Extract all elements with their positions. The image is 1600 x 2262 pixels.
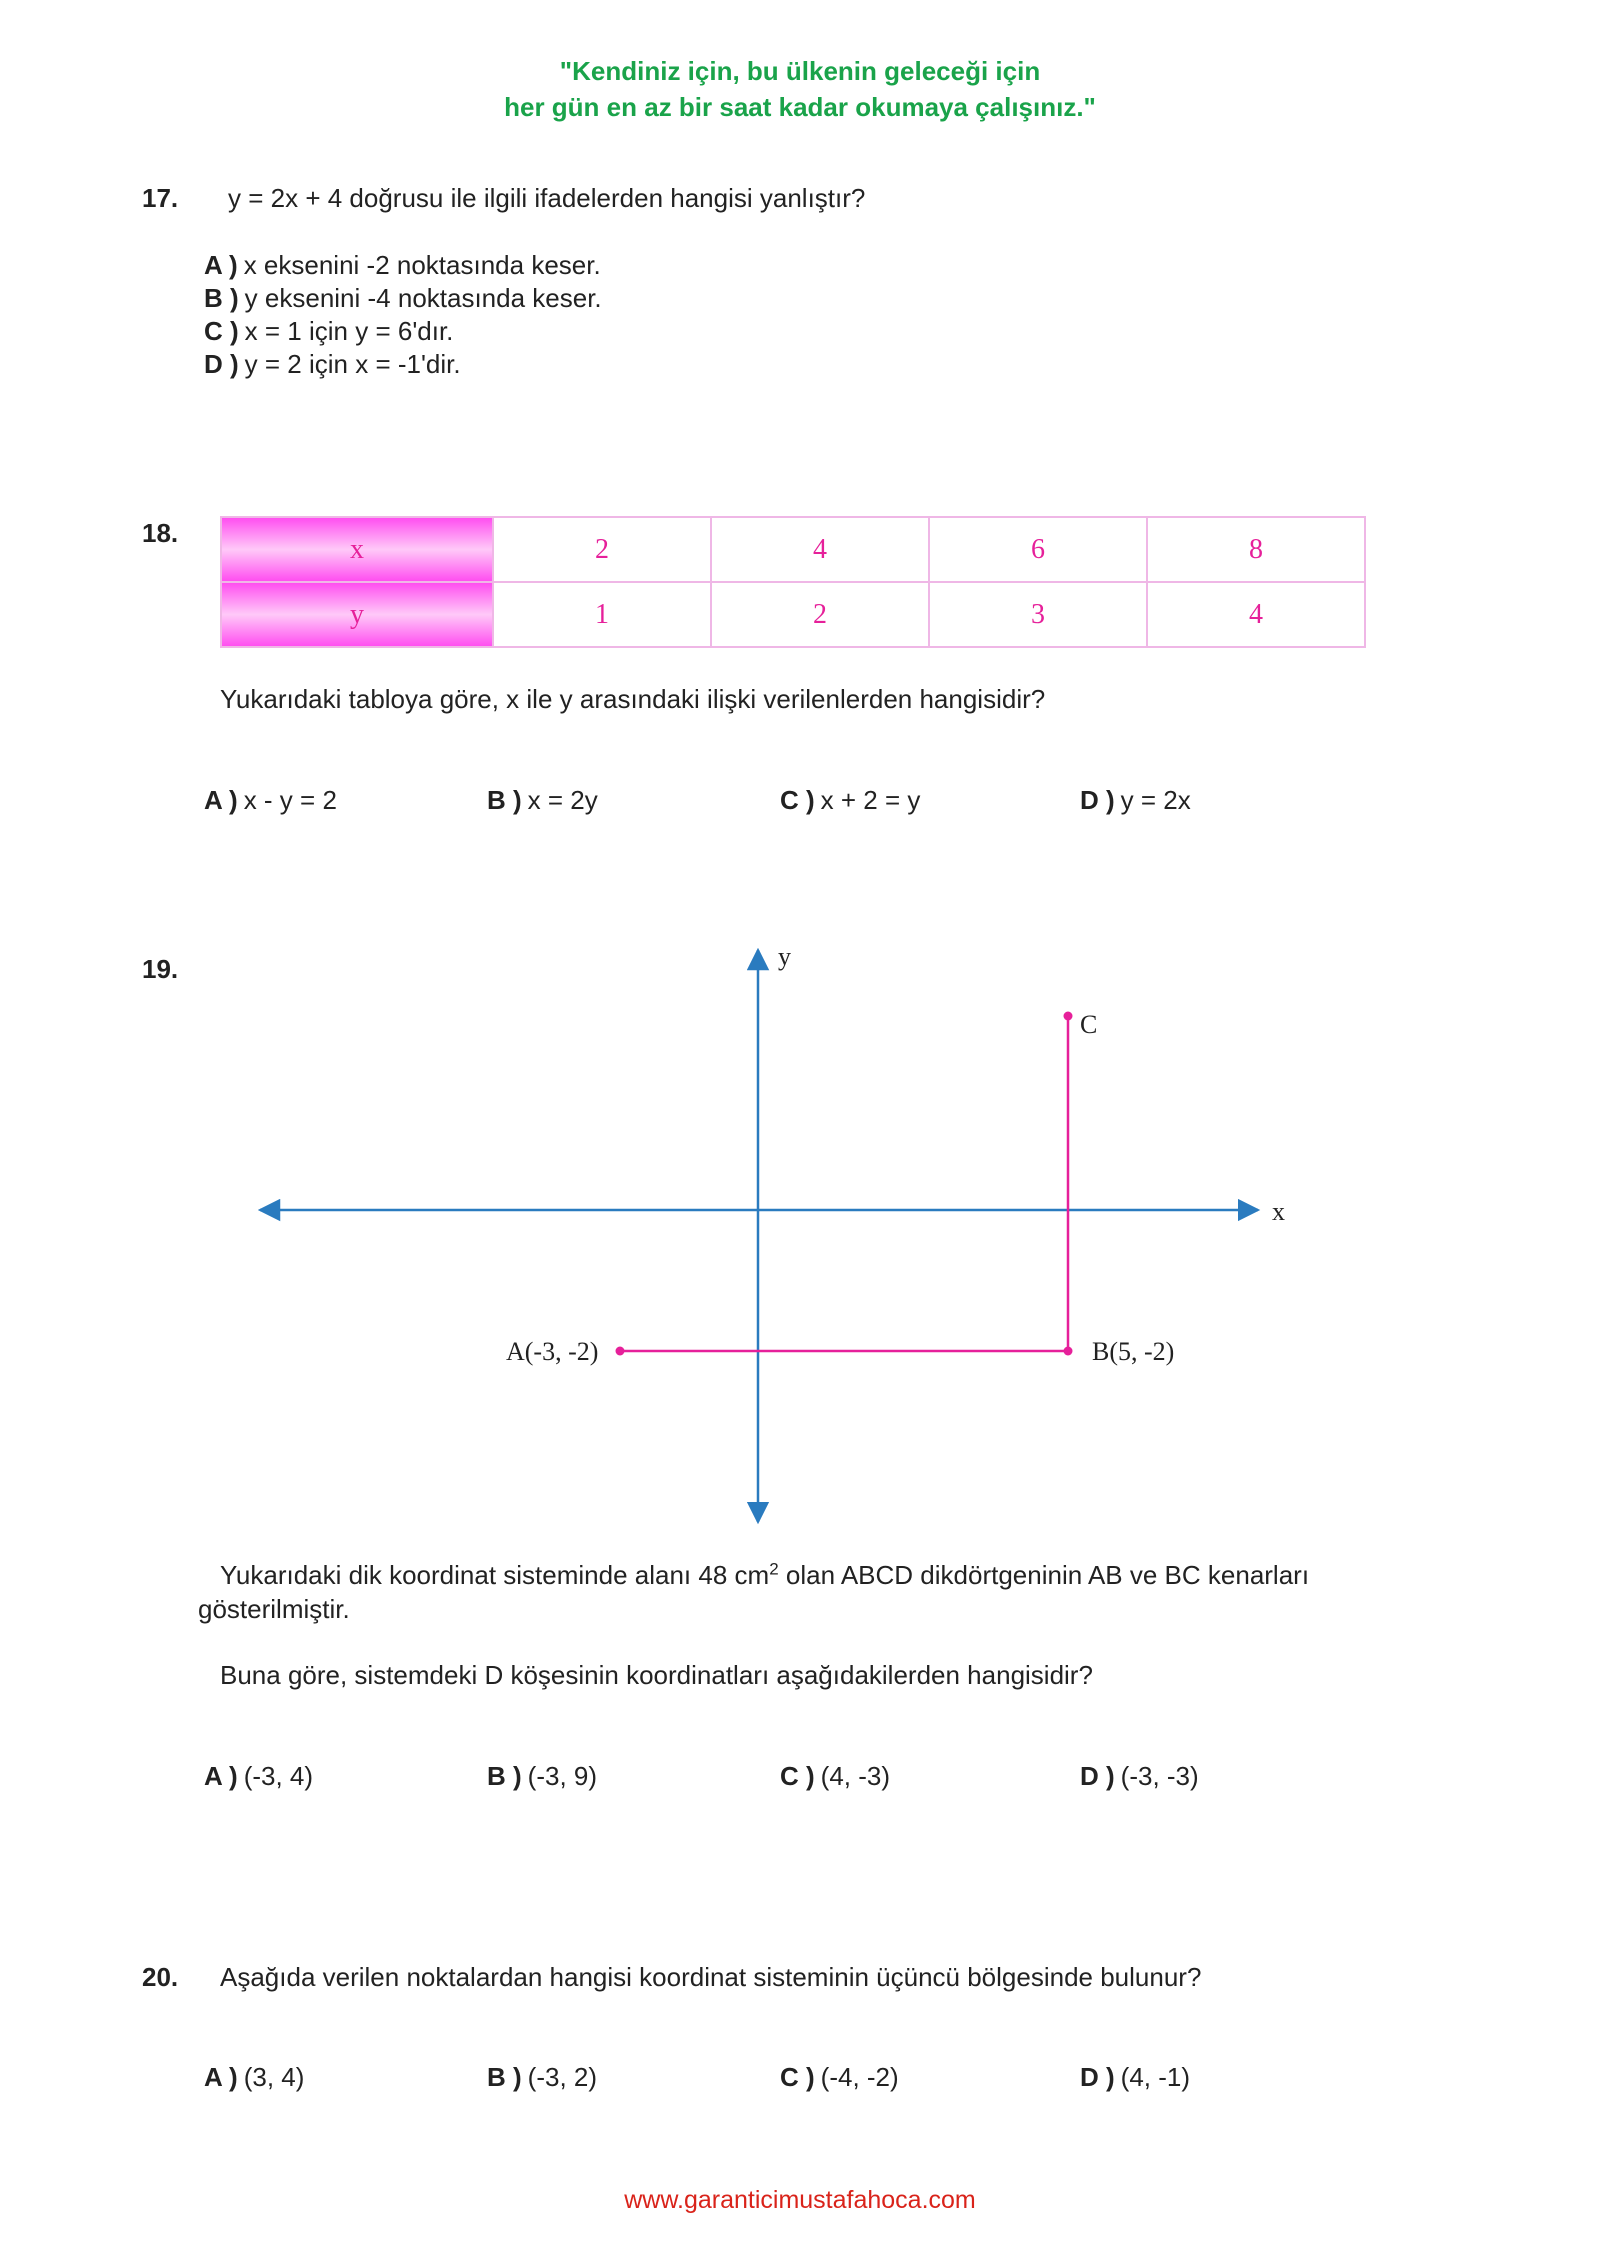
option-letter: B )	[487, 785, 522, 815]
table-cell: 8	[1147, 517, 1365, 582]
table-header-x: x	[221, 517, 493, 582]
option-text: y eksenini -4 noktasında keser.	[244, 283, 602, 313]
point-a-label: A(-3, -2)	[506, 1337, 599, 1366]
question-18-number: 18.	[142, 518, 179, 548]
text-segment: olan ABCD dikdörtgeninin AB ve BC kenarları	[778, 1560, 1310, 1590]
option-text: y = 2 için x = -1'dir.	[244, 349, 461, 379]
question-19-question: Buna göre, sistemdeki D köşesinin koordinatları aşağıdakilerden hangisidir?	[220, 1660, 1093, 1690]
question-17-number: 17.	[142, 183, 179, 213]
question-19-text-line1	[220, 1560, 1309, 1591]
option-text: (-4, -2)	[820, 2062, 899, 2092]
option-letter: B )	[204, 283, 239, 313]
point-b-label: B(5, -2)	[1092, 1337, 1175, 1366]
q20-option-b	[487, 2062, 597, 2093]
option-text: (4, -1)	[1120, 2062, 1191, 2092]
table-cell: 2	[711, 582, 929, 647]
table-cell: 3	[929, 582, 1147, 647]
option-letter: B )	[487, 1761, 522, 1791]
table-cell: 2	[493, 517, 711, 582]
table-cell: 4	[1147, 582, 1365, 647]
question-17-text: y = 2x + 4 doğrusu ile ilgili ifadelerden hangisi yanlıştır?	[228, 183, 866, 213]
q20-option-d	[1080, 2062, 1190, 2093]
option-letter: A )	[204, 1761, 238, 1791]
option-letter: C )	[780, 2062, 815, 2092]
option-text: (-3, -3)	[1120, 1761, 1199, 1791]
option-text: (-3, 2)	[527, 2062, 598, 2092]
motto-line-1: "Kendiniz için, bu ülkenin geleceği için	[559, 56, 1041, 86]
q20-option-c	[780, 2062, 899, 2093]
option-text: x eksenini -2 noktasında keser.	[243, 250, 601, 280]
y-axis-label: y	[778, 942, 791, 971]
table-header-y: y	[221, 582, 493, 647]
superscript: 2	[769, 1559, 779, 1579]
option-letter: A )	[204, 2062, 238, 2092]
option-letter: D )	[1080, 2062, 1115, 2092]
point-b	[1064, 1347, 1073, 1356]
option-text: y = 2x	[1120, 785, 1191, 815]
point-c	[1064, 1012, 1073, 1021]
table-cell: 1	[493, 582, 711, 647]
option-letter: C )	[780, 785, 815, 815]
x-axis-label: x	[1272, 1197, 1285, 1226]
option-text: x + 2 = y	[820, 785, 921, 815]
question-20-text: Aşağıda verilen noktalardan hangisi koordinat sisteminin üçüncü bölgesinde bulunur?	[220, 1962, 1202, 1992]
q19-option-b	[487, 1761, 597, 1792]
option-letter: A )	[204, 250, 238, 280]
option-text: x = 1 için y = 6'dır.	[244, 316, 454, 346]
option-text: x = 2y	[527, 785, 598, 815]
option-letter: D )	[204, 349, 239, 379]
point-a	[616, 1347, 625, 1356]
point-c-label: C	[1080, 1010, 1098, 1039]
option-letter: A )	[204, 785, 238, 815]
option-letter: D )	[1080, 1761, 1115, 1791]
q19-option-a	[204, 1761, 313, 1792]
option-letter: C )	[780, 1761, 815, 1791]
option-letter: C )	[204, 316, 239, 346]
footer-website-link[interactable]: www.garanticimustafahoca.com	[624, 2186, 976, 2214]
question-19-number: 19.	[142, 954, 179, 984]
text-segment: Yukarıdaki dik koordinat sisteminde alanı 48 cm	[220, 1560, 770, 1590]
option-text: (-3, 9)	[527, 1761, 598, 1791]
table-cell: 6	[929, 517, 1147, 582]
q20-option-a	[204, 2062, 304, 2093]
question-19-text-line2: gösterilmiştir.	[198, 1594, 350, 1624]
option-letter: B )	[487, 2062, 522, 2092]
q19-option-d	[1080, 1761, 1199, 1792]
question-18-text: Yukarıdaki tabloya göre, x ile y arasındaki ilişki verilenlerden hangisidir?	[220, 684, 1046, 714]
option-text: (4, -3)	[820, 1761, 891, 1791]
question-20-number: 20.	[142, 1962, 179, 1992]
option-text: (-3, 4)	[243, 1761, 314, 1791]
option-text: (3, 4)	[243, 2062, 305, 2092]
table-cell: 4	[711, 517, 929, 582]
option-text: x - y = 2	[243, 785, 337, 815]
q19-option-c	[780, 1761, 890, 1792]
option-letter: D )	[1080, 785, 1115, 815]
motto-line-2: her gün en az bir saat kadar okumaya çalışınız."	[504, 92, 1096, 122]
